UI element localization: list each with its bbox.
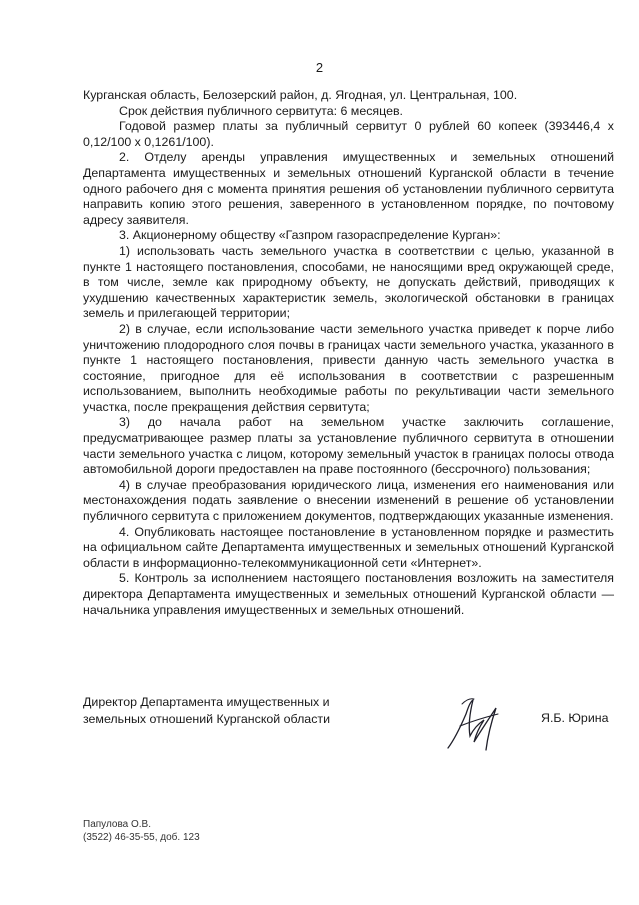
handwritten-signature-icon xyxy=(440,690,510,765)
paragraph-item-3-1: 1) использовать часть земельного участка в соответствии с целью, указанной в пункте 1 настоящего постановления, способами, не наносящими вред окружающей среде, в том числе, земле как природному объекту, не допускать действий, приводящих к ухудшению качественных характеристик земель, экологической обстановки в границах земель и прилегающей территории; xyxy=(83,243,614,321)
paragraph-term: Срок действия публичного сервитута: 6 месяцев. xyxy=(119,103,403,118)
executor-phone: (3522) 46-35-55, доб. 123 xyxy=(83,832,200,843)
executor-info xyxy=(83,818,200,844)
paragraph-item-3: 3. Акционерному обществу «Газпром газораспределение Курган»: xyxy=(119,228,501,243)
paragraph-item-3-3: 3) до начала работ на земельном участке заключить соглашение, предусматривающее размер платы за установление публичного сервитута в отношении части земельного участка с лицом, которому земельный участок в границах полосы отвода автомобильной дороги предоставлен на праве постоянного (бессрочного) пользования; xyxy=(83,415,614,477)
signatory-title-line-2: земельных отношений Курганской области xyxy=(83,712,330,726)
signatory-name: Я.Б. Юрина xyxy=(541,711,609,725)
executor-name: Папулова О.В. xyxy=(83,819,151,830)
paragraph-item-3-2: 2) в случае, если использование части земельного участка приведет к порче либо уничтожению плодородного слоя почвы в границах части земельного участка, указанного в пункте 1 настоящего постановления, привести данную часть земельного участка в состояние, пригодное для её использования в соответствии с разрешенным использованием, выполнить необходимые работы по рекультивации части земельного участка, после прекращения действия сервитута; xyxy=(83,321,614,414)
paragraph-item-3-4: 4) в случае преобразования юридического лица, изменения его наименования или местонахождения подать заявление о внесении изменений в решение об установлении публичного сервитута с приложением документов, подтверждающих указанные изменения. xyxy=(83,477,614,524)
signatory-title xyxy=(83,694,383,728)
paragraph-item-5: 5. Контроль за исполнением настоящего постановления возложить на заместителя директора Департамента имущественных и земельных отношений Курганской области — начальника управления имущественных и земельных отношений. xyxy=(83,571,614,617)
paragraph-item-2: 2. Отделу аренды управления имущественных и земельных отношений Департамента имущественных и земельных отношений Курганской области в течение одного рабочего дня с момента принятия решения об установлении публичного сервитута направить копию этого решения, заверенного в установленном порядке, по почтовому адресу заявителя. xyxy=(83,150,614,227)
document-body xyxy=(83,88,614,618)
paragraph-item-4: 4. Опубликовать настоящее постановление в установленном порядке и разместить на официальном сайте Департамента имущественных и земельных отношений Курганской области в информационно-телекоммуникационной сети «Интернет». xyxy=(83,524,614,570)
paragraph-fee: Годовой размер платы за публичный сервитут 0 рублей 60 копеек (393446,4 х 0,12/100 х 0,1261/100). xyxy=(83,119,614,149)
signatory-title-line-1: Директор Департамента имущественных и xyxy=(83,695,330,709)
page-number: 2 xyxy=(315,60,324,75)
paragraph-address: Курганская область, Белозерский район, д. Ягодная, ул. Центральная, 100. xyxy=(83,88,518,102)
